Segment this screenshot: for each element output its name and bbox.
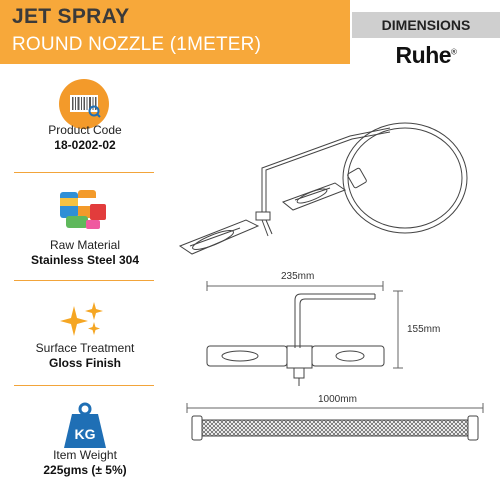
height-dimension-label: 155mm [407, 324, 441, 335]
brand-mark: ® [451, 47, 457, 57]
isometric-product-view [180, 123, 467, 254]
weight-icon-text: KG [74, 426, 96, 442]
feature-label: Item Weight [53, 448, 117, 462]
dimensions-label: DIMENSIONS [352, 12, 500, 38]
feature-label: Product Code [48, 123, 122, 137]
feature-value: Gloss Finish [48, 356, 121, 370]
product-title: JET SPRAY [12, 5, 130, 28]
product-subtitle: ROUND NOZZLE (1METER) [12, 34, 262, 55]
feature-label: Surface Treatment [35, 341, 135, 355]
front-view-drawing [207, 281, 403, 386]
feature-value: Stainless Steel 304 [30, 253, 140, 267]
feature-value: 18-0202-02 [54, 138, 116, 152]
feature-label: Raw Material [49, 238, 121, 252]
hose-length-label: 1000mm [318, 394, 357, 405]
feature-value: 225gms (± 5%) [43, 463, 127, 477]
hose-length-drawing [187, 403, 483, 440]
brand-name: Ruhe [395, 42, 452, 68]
width-dimension-label: 235mm [281, 271, 315, 282]
